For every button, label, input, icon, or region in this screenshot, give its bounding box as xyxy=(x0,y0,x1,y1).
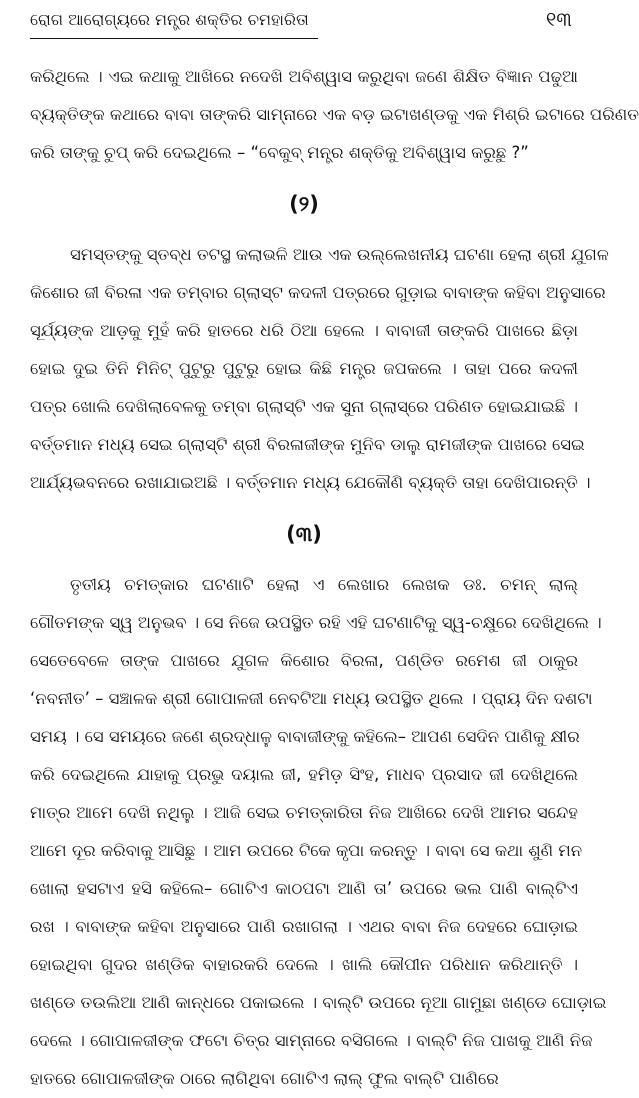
section-heading-2: (୨) xyxy=(289,192,319,216)
section-heading-3: (୩) xyxy=(286,522,322,546)
text-line: ହୋଇଥିବା ଗୁଦର ଖଣ୍ଡିକ ବାହାରକରି ଦେଲେ । ଖାଲି କୌପୀନ ପରିଧାନ କରିଥାନ୍ତି । xyxy=(30,955,578,974)
text-line: ରଖ । ବାବାଙ୍କ କହିବା ଅନୁସାରେ ପାଣି ରଖାଗଲା । ଏଥର ବାବା ନିଜ ଦେହରେ ଘୋଡ଼ାଇ xyxy=(30,917,578,936)
text-line: ହୋଇ ଦୁଇ ତିନି ମିନିଟ୍ ପୁଟୁରୁ ପୁଟୁରୁ ହୋଇ କିଛି ମନ୍ତ୍ର ଜପକଲେ । ତାହା ପରେ କଦଳୀ xyxy=(30,359,578,378)
text-line: କରି ଦେଇଥିଲେ ଯାହାକୁ ପ୍ରଭୁ ଦୟାଲ ଜୀ, ହମିଡ଼ ସିଂହ, ମାଧବ ପ୍ରସାଦ ଜୀ ଦେଖିଥିଲେ xyxy=(30,765,578,784)
running-header xyxy=(30,8,580,40)
page-number: ୧୩ xyxy=(545,7,572,31)
text-line: ଆମେ ଦୂର କରିବାକୁ ଆସିଛୁ । ଆମ ଉପରେ ଟିକେ କୃପା କରନ୍ତୁ । ବାବା ସେ କଥା ଶୁଣି ମନ xyxy=(30,841,583,860)
section-2-paragraph xyxy=(30,236,609,502)
text-line: ଖୋଲା ହସଟାଏ ହସି କହିଲେ– ଗୋଟିଏ କାଠପଟା ଆଣି ତା’ ଉପରେ ଭଲ ପାଣି ବାଲ୍ଟିଏ xyxy=(30,879,578,898)
text-line: ବ୍ୟକ୍ତିଙ୍କ କଥାରେ ବାବା ତାଙ୍କରି ସାମ୍ନାରେ ଏକ ବଡ଼ ଇଟାଖଣ୍ଡକୁ ଏକ ମିଶ୍ରି ଇଟାରେ ପରିଣତ xyxy=(30,105,639,124)
text-line: ସେତେବେଳେ ତାଙ୍କ ପାଖରେ ଯୁଗଳ କିଶୋର ବିରଳା, ପଣ୍ଡିତ ରମେଶ ଜୀ ଠାକୁର xyxy=(30,651,578,670)
intro-paragraph xyxy=(30,58,639,172)
text-line: ବର୍ତ୍ତମାନ ମଧ୍ୟ ସେଇ ଗ୍ଲାସ୍ଟି ଶ୍ରୀ ବିରଳାଜୀଙ୍କ ମୁନିବ ଡାଲୁ ରାମଜୀଙ୍କ ପାଖରେ ସେଇ xyxy=(30,435,585,454)
text-line: ସମସ୍ତଙ୍କୁ ସ୍ତବ୍ଧ ତଟସ୍ଥ କଲାଭଳି ଆଉ ଏକ ଉଲ୍ଲେଖନୀୟ ଘଟଣା ହେଲା ଶ୍ରୀ ଯୁଗଳ xyxy=(70,245,609,264)
text-line: କରି ତାଙ୍କୁ ଚୁପ୍ କରି ଦେଇଥିଲେ – “ବେକୁବ୍ ମନ୍ତ୍ର ଶକ୍ତିକୁ ଅବିଶ୍ୱାସ କରୁଛୁ ?” xyxy=(30,143,529,162)
text-line: ପତ୍ର ଖୋଲି ଦେଖିଲାବେଳକୁ ତମ୍ବା ଗ୍ଲାସ୍ଟି ଏକ ସୁନା ଗ୍ଲାସ୍ରେ ପରିଣତ ହୋଇଯାଇଛି । xyxy=(30,397,578,416)
text-line: ସମୟ । ସେ ସମୟରେ ଜଣେ ଶ୍ରଦ୍ଧାଳୁ ବାବାଜୀଙ୍କୁ କହିଲେ– ଆପଣ ସେଦିନ ପାଣିକୁ କ୍ଷୀର xyxy=(30,727,580,746)
text-line: ଦେଲେ । ଗୋପାଳଜୀଙ୍କ ଫଟୋ ଚିତ୍ର ସାମ୍ନାରେ ବସିଗଲେ । ବାଲ୍ଟି ନିଜ ପାଖକୁ ଆଣି ନିଜ xyxy=(30,1031,593,1050)
section-3-paragraph xyxy=(30,566,607,1098)
header-rule xyxy=(30,38,318,39)
text-line: ଗୌତମଙ୍କ ସ୍ୱ ଅନୁଭବ । ସେ ନିଜେ ଉପସ୍ଥିତ ରହି ଏହି ଘଟଣାଟିକୁ ସ୍ୱ-ଚକ୍ଷୁରେ ଦେଖିଥିଲେ । xyxy=(30,613,602,632)
text-line: ମାତ୍ର ଆମେ ଦେଖି ନଥିଲୁ । ଆଜି ସେଇ ଚମତ୍କାରିତା ନିଜ ଆଖିରେ ଦେଖି ଆମର ସନ୍ଦେହ xyxy=(30,803,578,822)
text-line: କିଶୋର ଜୀ ବିରଳା ଏକ ତମ୍ବାର ଗ୍ଲାସ୍ଟ କଦଳୀ ପତ୍ରରେ ଗୁଡ଼ାଇ ବାବାଙ୍କ କହିବା ଅନୁସାରେ xyxy=(30,283,606,302)
page-body xyxy=(30,58,639,1098)
text-line: ଆର୍ଯ୍ୟଭବନରେ ରଖାଯାଇଅଛି । ବର୍ତ୍ତମାନ ମଧ୍ୟ ଯେକୌଣି ବ୍ୟକ୍ତି ତାହା ଦେଖିପାରନ୍ତି । xyxy=(30,473,591,492)
text-line: ସୂର୍ଯ୍ୟଙ୍କ ଆଡ଼କୁ ମୁହଁ କରି ହାତରେ ଧରି ଠିଆ ହେଲେ । ବାବାଜୀ ତାଙ୍କରି ପାଖରେ ଛିଡ଼ା xyxy=(30,321,578,340)
text-line: ଖଣ୍ଡେ ତଉଲିଆ ଆଣି କାନ୍ଧରେ ପକାଇଲେ । ବାଲ୍ଟି ଉପରେ ନୂଆ ଗାମୁଛା ଖଣ୍ଡେ ଘୋଡ଼ାଇ xyxy=(30,993,607,1012)
text-line: କରିଥିଲେ । ଏଇ କଥାକୁ ଆଖିରେ ନଦେଖି ଅବିଶ୍ୱାସ କରୁଥିବା ଜଣେ ଶିକ୍ଷିତ ବିଜ୍ଞାନ ପଢୁଆ xyxy=(30,67,578,86)
header-title: ରୋଗ ଆରୋଗ୍ୟରେ ମନ୍ତ୍ର ଶକ୍ତିର ଚମହାରିତା xyxy=(30,10,309,29)
text-line: ‘ନବନୀତ’ – ସଞ୍ଚାଳକ ଶ୍ରୀ ଗୋପାଳଜୀ ନେବଟିଆ ମଧ୍ୟ ଉପସ୍ଥିତ ଥିଲେ । ପ୍ରାୟ ଦିନ ଦଶଟା xyxy=(30,689,593,708)
text-line: ତୃତୀୟ ଚମତ୍କାର ଘଟଣାଟି ହେଲା ଏ ଲେଖାର ଲେଖକ ଡଃ. ଚମନ୍ ଲାଲ୍ xyxy=(70,575,578,594)
text-line: ହାତରେ ଗୋପାଳଜୀଙ୍କ ଠାରେ ଲାଗିଥିବା ଗୋଟିଏ ଲାଲ୍ ଫୁଲ ବାଲ୍ଟି ପାଣିରେ xyxy=(30,1069,499,1088)
